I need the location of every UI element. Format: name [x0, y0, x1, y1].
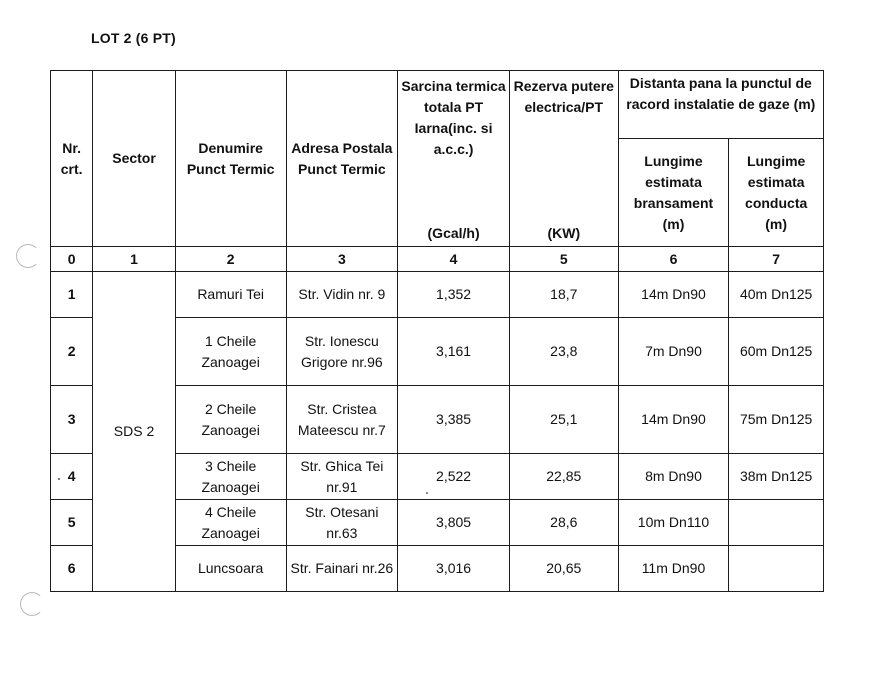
lot-title: LOT 2 (6 PT) [91, 30, 176, 46]
row-nr: 5 [51, 500, 93, 546]
row-rezerva: 18,7 [509, 272, 618, 318]
row-bransament: 7m Dn90 [618, 318, 729, 386]
column-index: 4 [398, 247, 510, 272]
header-sarcina-label: Sarcina termica totala PT Iarna(inc. si a.c.c.) [401, 78, 506, 157]
row-nr: 6 [51, 546, 93, 592]
row-bransament: 8m Dn90 [618, 454, 729, 500]
header-adresa: Adresa Postala Punct Termic [286, 71, 398, 247]
row-bransament: 14m Dn90 [618, 386, 729, 454]
row-conducta: 38m Dn125 [729, 454, 824, 500]
column-index: 5 [509, 247, 618, 272]
column-index: 0 [51, 247, 93, 272]
row-sarcina: 1,352 [398, 272, 510, 318]
column-index: 1 [93, 247, 176, 272]
row-conducta: 75m Dn125 [729, 386, 824, 454]
row-rezerva: 20,65 [509, 546, 618, 592]
header-distanta: Distanta pana la punctul de racord instalatie de gaze (m) [618, 71, 823, 139]
points-table [50, 70, 824, 592]
row-adresa: Str. Ghica Tei nr.91 [286, 454, 398, 500]
column-index: 7 [729, 247, 824, 272]
row-sarcina: 3,161 [398, 318, 510, 386]
header-conducta: Lungime estimata conducta (m) [729, 139, 824, 247]
header-rezerva-label: Rezerva putere electrica/PT [513, 78, 614, 115]
row-adresa: Str. Cristea Mateescu nr.7 [286, 386, 398, 454]
row-rezerva: 23,8 [509, 318, 618, 386]
row-sarcina: 3,016 [398, 546, 510, 592]
header-rezerva [509, 71, 618, 247]
row-nr: 2 [51, 318, 93, 386]
row-rezerva: 22,85 [509, 454, 618, 500]
row-conducta [729, 546, 824, 592]
row-adresa: Str. Ionescu Grigore nr.96 [286, 318, 398, 386]
column-index: 3 [286, 247, 398, 272]
row-nr: 3 [51, 386, 93, 454]
row-denumire: Luncsoara [175, 546, 286, 592]
column-index: 6 [618, 247, 729, 272]
header-row-top [51, 71, 824, 139]
column-index: 2 [175, 247, 286, 272]
row-bransament: 11m Dn90 [618, 546, 729, 592]
punch-hole-top [16, 244, 40, 268]
row-bransament: 14m Dn90 [618, 272, 729, 318]
column-index-row [51, 247, 824, 272]
row-conducta: 60m Dn125 [729, 318, 824, 386]
row-conducta [729, 500, 824, 546]
row-rezerva: 28,6 [509, 500, 618, 546]
header-sarcina [398, 71, 510, 247]
row-denumire: 3 Cheile Zanoagei [175, 454, 286, 500]
row-adresa: Str. Otesani nr.63 [286, 500, 398, 546]
header-nr: Nr. crt. [51, 71, 93, 247]
row-denumire: Ramuri Tei [175, 272, 286, 318]
header-sector: Sector [93, 71, 176, 247]
row-denumire: 1 Cheile Zanoagei [175, 318, 286, 386]
row-adresa: Str. Vidin nr. 9 [286, 272, 398, 318]
header-sarcina-unit: (Gcal/h) [427, 225, 480, 241]
row-denumire: 2 Cheile Zanoagei [175, 386, 286, 454]
row-conducta: 40m Dn125 [729, 272, 824, 318]
punch-hole-bottom [20, 592, 44, 616]
scan-mark [58, 478, 60, 480]
header-rezerva-unit: (KW) [547, 225, 581, 241]
row-rezerva: 25,1 [509, 386, 618, 454]
table-row [51, 272, 824, 318]
row-nr: 1 [51, 272, 93, 318]
row-sarcina: 2,522 [398, 454, 510, 500]
row-denumire: 4 Cheile Zanoagei [175, 500, 286, 546]
header-bransament: Lungime estimata bransament (m) [618, 139, 729, 247]
scan-speck [426, 492, 428, 494]
row-bransament: 10m Dn110 [618, 500, 729, 546]
header-denumire: Denumire Punct Termic [175, 71, 286, 247]
row-nr: 4 [51, 454, 93, 500]
row-adresa: Str. Fainari nr.26 [286, 546, 398, 592]
sector-cell: SDS 2 [93, 272, 176, 592]
row-sarcina: 3,385 [398, 386, 510, 454]
row-sarcina: 3,805 [398, 500, 510, 546]
